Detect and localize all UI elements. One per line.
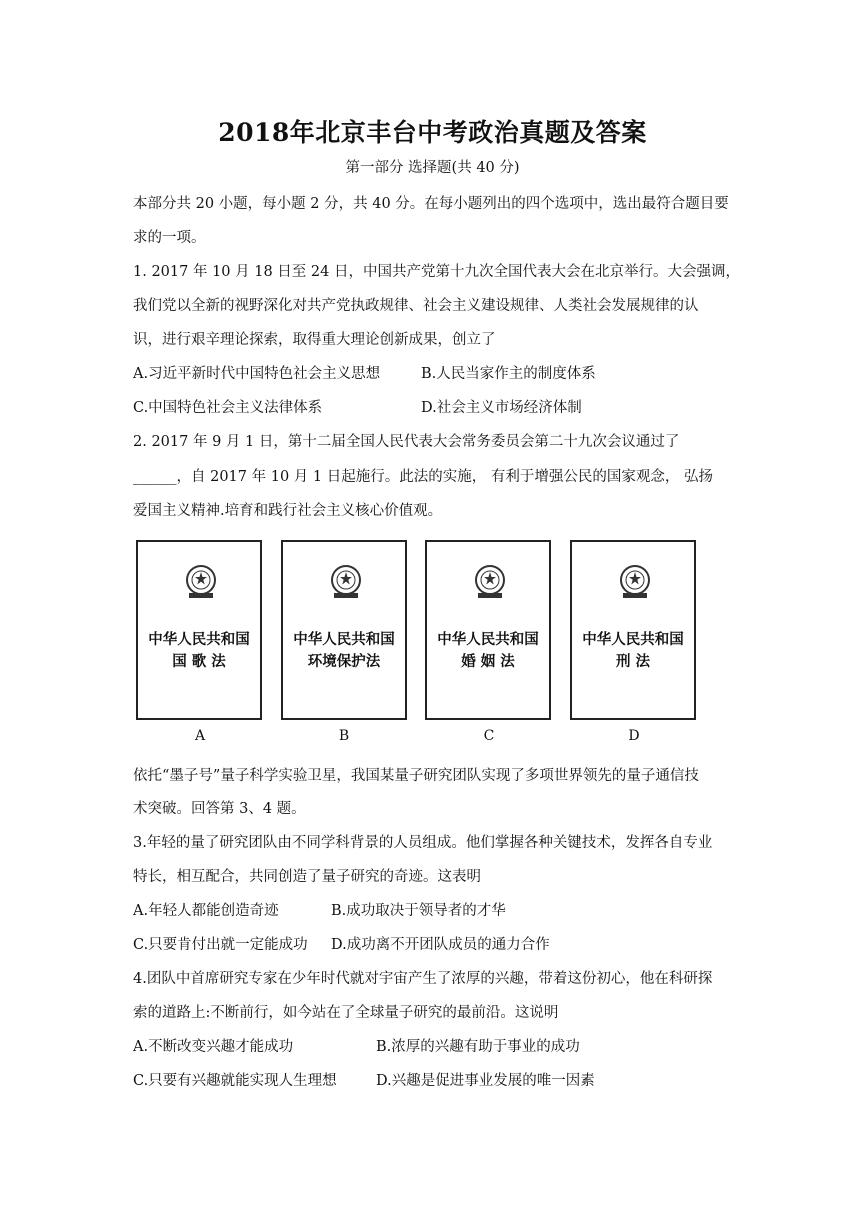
law-book-c bbox=[425, 540, 551, 720]
q1-option-c: C.中国特色社会主义法律体系 bbox=[133, 400, 323, 416]
shared-context-line: 依托“墨子号”量子科学实验卫星，我国某量子研究团队实现了多项世界领先的量子通信技 bbox=[133, 768, 699, 784]
q3-option-d: D.成功离不开团队成员的通力合作 bbox=[331, 937, 550, 953]
q2-stem-line: 爱国主义精神.培育和践行社会主义核心价值观。 bbox=[133, 503, 443, 519]
q4-option-b: B.浓厚的兴趣有助于事业的成功 bbox=[376, 1039, 580, 1055]
book-title-line1: 中华人民共和国 bbox=[293, 632, 395, 648]
q1-stem-line: 识，进行艰辛理论探索，取得重大理论创新成果，创立了 bbox=[133, 332, 496, 348]
book-title-line1: 中华人民共和国 bbox=[437, 632, 539, 648]
book-label-c: C bbox=[483, 728, 495, 744]
national-emblem-icon bbox=[326, 562, 366, 602]
national-emblem-icon bbox=[181, 562, 221, 602]
law-book-b bbox=[281, 540, 407, 720]
document-title: 2018年北京丰台中考政治真题及答案 bbox=[218, 118, 647, 147]
q4-option-a: A.不断改变兴趣才能成功 bbox=[133, 1039, 294, 1055]
q4-stem-line: 4.团队中首席研究专家在少年时代就对宇宙产生了浓厚的兴趣，带着这份初心，他在科研探 bbox=[133, 971, 713, 987]
q1-stem-line: 我们党以全新的视野深化对共产党执政规律、社会主义建设规律、人类社会发展规律的认 bbox=[133, 298, 699, 314]
book-title-line2: 婚 姻 法 bbox=[461, 654, 515, 670]
national-emblem-icon bbox=[470, 562, 510, 602]
q4-option-d: D.兴趣是促进事业发展的唯一因素 bbox=[376, 1073, 595, 1089]
section-heading: 第一部分 选择题(共 40 分) bbox=[345, 160, 520, 176]
law-book-a bbox=[136, 540, 262, 720]
book-title-line1: 中华人民共和国 bbox=[148, 632, 250, 648]
book-label-d: D bbox=[628, 728, 640, 744]
law-book-options-figure bbox=[136, 540, 736, 750]
shared-context-line: 术突破。回答第 3、4 题。 bbox=[133, 801, 306, 817]
law-book-d bbox=[570, 540, 696, 720]
q1-option-a: A.习近平新时代中国特色社会主义思想 bbox=[133, 366, 381, 382]
book-title-line1: 中华人民共和国 bbox=[582, 632, 684, 648]
book-label-a: A bbox=[194, 728, 206, 744]
q3-option-b: B.成功取决于领导者的才华 bbox=[331, 903, 506, 919]
q3-stem-line: 3.年轻的量了研究团队由不同学科背景的人员组成。他们掌握各种关键技术，发挥各自专业 bbox=[133, 835, 713, 851]
q1-option-d: D.社会主义市场经济体制 bbox=[421, 400, 582, 416]
q2-stem-line: ______，自 2017 年 10 月 1 日起施行。此法的实施， 有利于增强公民的国家观念， 弘扬 bbox=[133, 469, 713, 485]
book-title-line2: 环境保护法 bbox=[307, 654, 381, 670]
book-title-line2: 国 歌 法 bbox=[172, 654, 226, 670]
book-label-b: B bbox=[338, 728, 350, 744]
q1-stem-line: 1. 2017 年 10 月 18 日至 24 日，中国共产党第十九次全国代表大会在北京举行。大会强调， bbox=[133, 264, 740, 280]
national-emblem-icon bbox=[615, 562, 655, 602]
intro-line: 本部分共 20 小题，每小题 2 分，共 40 分。在每小题列出的四个选项中，选出最符合题目要 bbox=[133, 196, 729, 212]
q2-stem-line: 2. 2017 年 9 月 1 日，第十二届全国人民代表大会常务委员会第二十九次会议通过了 bbox=[133, 434, 680, 450]
book-title-line2: 刑 法 bbox=[615, 654, 651, 670]
q4-stem-line: 索的道路上:不断前行，如今站在了全球量子研究的最前沿。这说明 bbox=[133, 1005, 559, 1021]
q3-option-c: C.只要肯付出就一定能成功 bbox=[133, 937, 308, 953]
q1-option-b: B.人民当家作主的制度体系 bbox=[421, 366, 596, 382]
intro-line: 求的一项。 bbox=[133, 230, 206, 246]
q3-stem-line: 特长，相互配合，共同创造了量子研究的奇迹。这表明 bbox=[133, 869, 481, 885]
q4-option-c: C.只要有兴趣就能实现人生理想 bbox=[133, 1073, 337, 1089]
q3-option-a: A.年轻人都能创造奇迹 bbox=[133, 903, 279, 919]
